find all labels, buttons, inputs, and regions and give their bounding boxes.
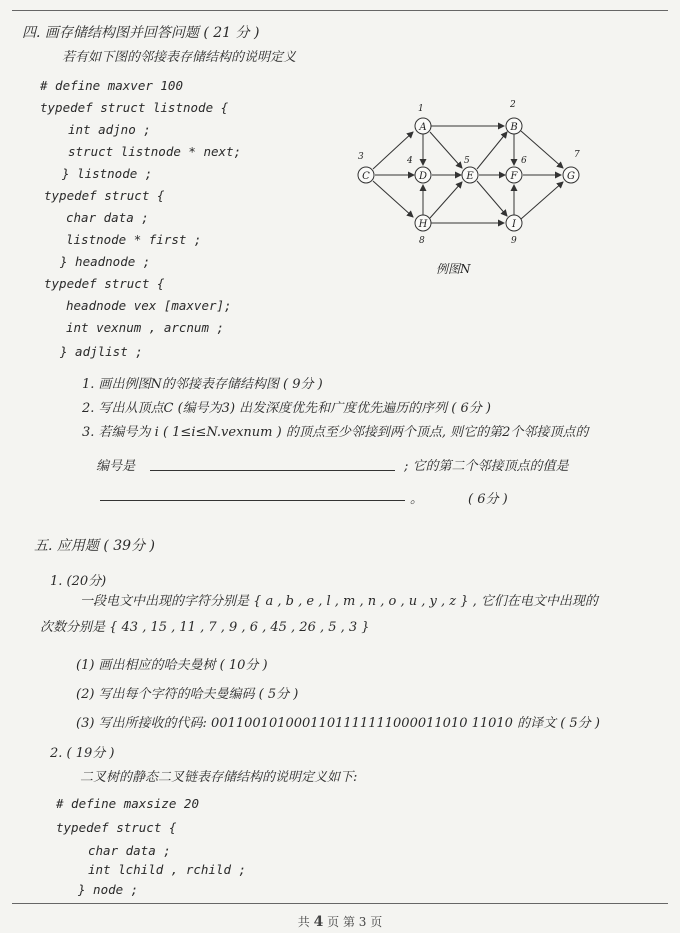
problem-2-text: 二叉树的静态二叉链表存储结构的说明定义如下: (80, 770, 358, 785)
graph-node-label: B (510, 122, 518, 133)
graph-node-number: 9 (511, 236, 517, 246)
graph-figure (350, 95, 600, 285)
code-line: int adjno ; (68, 122, 151, 137)
problem-2-label: 2. ( 19分 ) (50, 746, 115, 761)
question-3-end: 。 (410, 492, 424, 507)
answer-blank-2[interactable] (100, 500, 405, 501)
code-line: char data ; (66, 210, 149, 225)
graph-node-label: H (418, 219, 428, 230)
section5-heading: 五. 应用题 ( 39分 ) (34, 538, 155, 554)
question-2: 2. 写出从顶点C (编号为3) 出发深度优先和广度优先遍历的序列 ( 6分 ) (82, 401, 491, 416)
code-line: struct listnode * next; (68, 144, 242, 159)
problem-1-part-c: (3) 写出所接收的代码: 0011001010001101111111000011010 11010 的译文 ( 5分 ) (76, 716, 600, 731)
graph-caption: 例图N (436, 262, 471, 276)
code-line: typedef struct { (44, 276, 165, 291)
question-3-second-label: ; 它的第二个邻接顶点的值是 (404, 459, 569, 474)
graph-node-letters (362, 122, 575, 230)
problem-1-text-line2: 次数分别是 { 43 , 15 , 11 , 7 , 9 , 6 , 45 , 26 , 5 , 3 } (40, 620, 370, 635)
code-line: } node ; (78, 882, 139, 897)
section4-heading: 四. 画存储结构图并回答问题 ( 21 分 ) (22, 25, 260, 41)
graph-node-number: 2 (510, 100, 516, 110)
graph-node-label: C (362, 171, 370, 182)
graph-node-number: 1 (418, 104, 424, 114)
graph-node-number: 7 (574, 150, 580, 160)
section4-intro: 若有如下图的邻接表存储结构的说明定义 (62, 50, 297, 65)
code-line: typedef struct listnode { (40, 100, 229, 115)
graph-node-number: 8 (419, 236, 425, 246)
code-line: char data ; (88, 843, 171, 858)
code-line: listnode * first ; (66, 232, 202, 247)
top-rule (12, 10, 668, 11)
code-line: int lchild , rchild ; (88, 862, 247, 877)
problem-1-part-a: (1) 画出相应的哈夫曼树 ( 10分 ) (76, 658, 268, 673)
code-line: # define maxver 100 (40, 78, 183, 93)
graph-node-label: E (466, 171, 474, 182)
code-line: typedef struct { (44, 188, 165, 203)
code-line: typedef struct { (56, 820, 177, 835)
code-line: # define maxsize 20 (56, 796, 199, 811)
bottom-rule (12, 903, 668, 904)
graph-node-number: 5 (464, 156, 470, 166)
graph-node-label: I (512, 219, 516, 230)
question-3-score: ( 6分 ) (468, 492, 508, 507)
question-3: 3. 若编号为 i ( 1≤i≤N.vexnum ) 的顶点至少邻接到两个顶点, 则它的第2个邻接顶点的 (82, 425, 589, 440)
graph-node-number: 3 (358, 152, 364, 162)
footer-total-pages: 4 (313, 914, 324, 930)
graph-node-label: D (418, 171, 428, 182)
problem-1-part-b: (2) 写出每个字符的哈夫曼编码 ( 5分 ) (76, 687, 299, 702)
graph-node-number: 6 (521, 156, 527, 166)
code-line: int vexnum , arcnum ; (66, 320, 225, 335)
graph-node-label: G (567, 171, 575, 182)
code-line: headnode vex [maxver]; (66, 298, 232, 313)
footer-middle: 页 第 (327, 915, 355, 929)
problem-1-text-line1: 一段电文中出现的字符分别是 { a , b , e , l , m , n , o , u , y , z } , 它们在电文中出现的 (80, 594, 598, 609)
graph-node-number: 4 (407, 156, 413, 166)
graph-node-label: F (510, 171, 518, 182)
question-1: 1. 画出例图N的邻接表存储结构图 ( 9分 ) (82, 377, 323, 392)
answer-blank-1[interactable] (150, 470, 395, 471)
code-line: } adjlist ; (60, 344, 143, 359)
footer-current-page: 3 (358, 915, 367, 929)
footer-prefix: 共 (297, 915, 310, 929)
question-3-blank-label: 编号是 (96, 459, 136, 474)
code-line: } headnode ; (60, 254, 151, 269)
footer-suffix: 页 (370, 915, 383, 929)
page-footer (0, 913, 680, 930)
graph-node-label: A (419, 122, 427, 133)
code-line: } listnode ; (62, 166, 153, 181)
problem-1-label: 1. (20分) (50, 574, 107, 589)
